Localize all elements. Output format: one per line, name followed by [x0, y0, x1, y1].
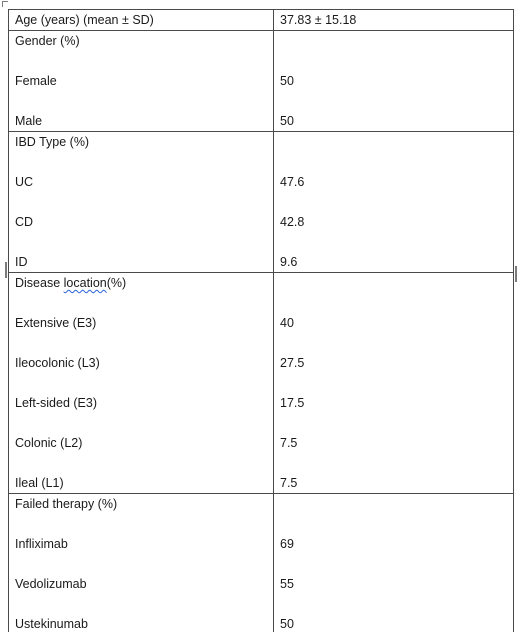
failed-therapy-value-cell[interactable] [274, 494, 514, 632]
table-row-disease-location [9, 273, 514, 494]
disease-location-label-cell[interactable] [9, 273, 274, 494]
ibd-type-id-label: ID [15, 255, 28, 269]
age-label-cell[interactable] [9, 10, 274, 31]
ibd-type-label-cell[interactable] [9, 132, 274, 273]
ibd-type-title: IBD Type (%) [15, 135, 90, 149]
row-resize-marker-icon [5, 262, 7, 278]
location-ileal-label: Ileal (L1) [15, 476, 64, 490]
location-ileocolonic-value: 27.5 [280, 356, 305, 370]
spellcheck-flagged-word[interactable]: location [63, 276, 107, 290]
location-extensive-value: 40 [280, 316, 294, 330]
location-left-sided-label: Left-sided (E3) [15, 396, 97, 410]
gender-male-label: Male [15, 114, 43, 128]
failed-therapy-title: Failed therapy (%) [15, 497, 118, 511]
ibd-type-uc-value: 47.6 [280, 175, 305, 189]
gender-female-value: 50 [280, 74, 294, 88]
disease-location-title-suffix: (%) [106, 276, 127, 290]
age-value: 37.83 ± 15.18 [280, 13, 357, 27]
patient-characteristics-table [8, 9, 514, 632]
failed-therapy-label-cell[interactable] [9, 494, 274, 632]
location-ileocolonic-label: Ileocolonic (L3) [15, 356, 100, 370]
table-row-failed-therapy [9, 494, 514, 632]
disease-location-title-prefix: Disease [15, 276, 64, 290]
gender-label-cell[interactable] [9, 31, 274, 132]
therapy-vedolizumab-label: Vedolizumab [15, 577, 87, 591]
age-label: Age (years) (mean ± SD) [15, 13, 154, 27]
ibd-type-value-cell[interactable] [274, 132, 514, 273]
ibd-type-cd-value: 42.8 [280, 215, 305, 229]
therapy-ustekinumab-label: Ustekinumab [15, 617, 88, 631]
location-extensive-label: Extensive (E3) [15, 316, 97, 330]
ibd-type-id-value: 9.6 [280, 255, 298, 269]
disease-location-title [15, 273, 273, 293]
location-colonic-label: Colonic (L2) [15, 436, 83, 450]
disease-location-value-cell[interactable] [274, 273, 514, 494]
location-colonic-value: 7.5 [280, 436, 298, 450]
therapy-ustekinumab-value: 50 [280, 617, 294, 631]
gender-title: Gender (%) [15, 34, 80, 48]
table-row-ibd-type [9, 132, 514, 273]
therapy-infliximab-value: 69 [280, 537, 294, 551]
location-left-sided-value: 17.5 [280, 396, 305, 410]
gender-female-label: Female [15, 74, 57, 88]
gender-value-cell[interactable] [274, 31, 514, 132]
ibd-type-uc-label: UC [15, 175, 34, 189]
therapy-vedolizumab-value: 55 [280, 577, 294, 591]
table-row-gender [9, 31, 514, 132]
age-value-cell[interactable] [274, 10, 514, 31]
location-ileal-value: 7.5 [280, 476, 298, 490]
ibd-type-cd-label: CD [15, 215, 34, 229]
column-resize-marker-icon [515, 266, 517, 282]
table-move-handle-icon[interactable] [2, 1, 8, 7]
gender-male-value: 50 [280, 114, 294, 128]
table-row-age [9, 10, 514, 31]
therapy-infliximab-label: Infliximab [15, 537, 68, 551]
